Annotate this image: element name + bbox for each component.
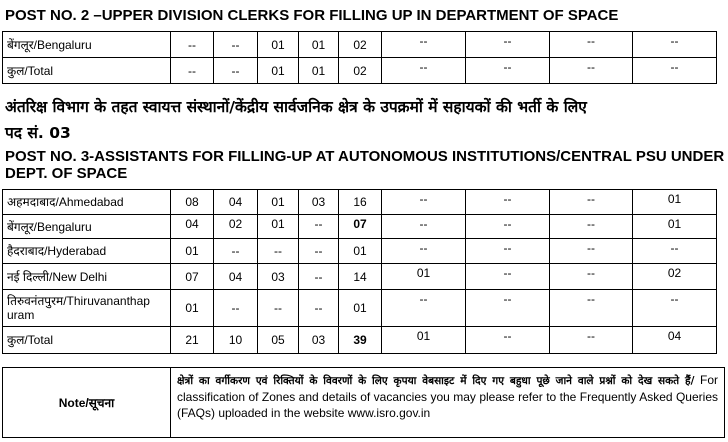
table-row	[3, 239, 717, 264]
table-cell: --	[299, 239, 339, 264]
table-cell: --	[466, 58, 550, 84]
table-cell: 01	[258, 215, 299, 239]
table-cell: --	[382, 239, 466, 264]
note-table	[2, 367, 725, 438]
table-cell: --	[382, 215, 466, 239]
table-cell: 16	[339, 190, 382, 215]
table-cell: 07	[171, 264, 214, 290]
table-cell: --	[550, 264, 633, 290]
table-cell: 05	[258, 327, 299, 354]
table-cell: 01	[258, 190, 299, 215]
table-cell: 01	[171, 239, 214, 264]
table-row	[3, 290, 717, 327]
table-cell: 04	[214, 190, 258, 215]
table-cell: --	[299, 215, 339, 239]
table-cell: --	[466, 327, 550, 354]
table-cell: --	[550, 190, 633, 215]
post3-title: POST NO. 3-ASSISTANTS FOR FILLING-UP AT AUTONOMOUS INSTITUTIONS/CENTRAL PSU UNDER	[5, 148, 725, 165]
table-row	[3, 215, 717, 239]
table-cell: 04	[214, 264, 258, 290]
table-cell: 01	[382, 327, 466, 354]
table-row	[3, 32, 717, 58]
table-cell: --	[258, 290, 299, 327]
table-row	[3, 190, 717, 215]
table-cell: --	[382, 190, 466, 215]
table-cell: --	[633, 239, 717, 264]
region-label: बेंगलूर/Bengaluru	[3, 32, 171, 58]
post3-hindi-post-number: पद सं. 03	[5, 124, 71, 142]
post2-table	[2, 31, 717, 84]
table-cell: --	[633, 32, 717, 58]
region-label: नई दिल्ली/New Delhi	[3, 264, 171, 290]
region-label: कुल/Total	[3, 327, 171, 354]
table-cell: --	[382, 290, 466, 327]
table-cell: 01	[258, 32, 299, 58]
table-cell: --	[299, 290, 339, 327]
region-label: अहमदाबाद/Ahmedabad	[3, 190, 171, 215]
note-hindi-text: क्षेत्रों का वर्गीकरण एवं रिक्तियों के विवरणों के लिए कृपया वेबसाइट में दिए गए बहुधा पूछे जाने वाले प्रश्नों को देख सकते हैं/	[177, 375, 695, 387]
table-cell: 02	[214, 215, 258, 239]
table-cell: 01	[339, 239, 382, 264]
table-cell: 10	[214, 327, 258, 354]
table-cell: --	[550, 290, 633, 327]
table-cell: --	[550, 215, 633, 239]
table-cell: --	[299, 264, 339, 290]
table-cell: 03	[299, 190, 339, 215]
table-cell: --	[550, 32, 633, 58]
table-cell: 39	[339, 327, 382, 354]
table-cell: 04	[633, 327, 717, 354]
table-cell: 03	[299, 327, 339, 354]
table-cell: --	[550, 239, 633, 264]
table-cell: --	[633, 58, 717, 84]
table-cell: 02	[339, 58, 382, 84]
table-cell: --	[633, 290, 717, 327]
table-row-total	[3, 327, 717, 354]
table-cell: 14	[339, 264, 382, 290]
table-cell: 04	[171, 215, 214, 239]
post2-title: POST NO. 2 –UPPER DIVISION CLERKS FOR FILLING UP IN DEPARTMENT OF SPACE	[5, 7, 619, 24]
table-cell: --	[214, 290, 258, 327]
table-cell: --	[214, 239, 258, 264]
table-cell: --	[466, 264, 550, 290]
table-row-total	[3, 58, 717, 84]
post3-title-continued: DEPT. OF SPACE	[5, 165, 128, 182]
note-text	[171, 368, 725, 438]
table-cell: --	[258, 239, 299, 264]
post3-hindi-title: अंतरिक्ष विभाग के तहत स्वायत्त संस्थानों/केंद्रीय सार्वजनिक क्षेत्र के उपक्रमों में सहायकों की भर्ती के लिए	[5, 98, 587, 116]
table-cell: --	[466, 215, 550, 239]
note-english-text: For classification of Zones and details of vacancies you may please refer to the Frequently Asked Queries (FAQs) uploaded in the website www.isro.gov.in	[177, 373, 718, 420]
table-cell: --	[550, 58, 633, 84]
table-cell: 02	[633, 264, 717, 290]
post3-table	[2, 189, 717, 354]
table-cell: --	[466, 190, 550, 215]
region-label: कुल/Total	[3, 58, 171, 84]
table-cell: 01	[633, 215, 717, 239]
table-cell: 03	[258, 264, 299, 290]
table-cell: 01	[258, 58, 299, 84]
table-cell: 01	[299, 58, 339, 84]
table-cell: 01	[299, 32, 339, 58]
table-cell: --	[171, 32, 214, 58]
table-cell: 01	[171, 290, 214, 327]
table-cell: --	[550, 327, 633, 354]
table-cell: 07	[339, 215, 382, 239]
table-cell: --	[466, 290, 550, 327]
table-cell: --	[214, 58, 258, 84]
table-cell: --	[214, 32, 258, 58]
note-row	[3, 368, 725, 438]
table-cell: 01	[382, 264, 466, 290]
table-cell: 02	[339, 32, 382, 58]
table-cell: 08	[171, 190, 214, 215]
region-label: बेंगलूर/Bengaluru	[3, 215, 171, 239]
table-cell: --	[171, 58, 214, 84]
region-label: तिरुवनंतपुरम/Thiruvananthap uram	[3, 290, 171, 327]
table-cell: 01	[633, 190, 717, 215]
note-label: Note/सूचना	[3, 368, 171, 438]
table-row	[3, 264, 717, 290]
table-cell: --	[466, 239, 550, 264]
table-cell: --	[382, 32, 466, 58]
region-label: हैदराबाद/Hyderabad	[3, 239, 171, 264]
table-cell: 21	[171, 327, 214, 354]
table-cell: --	[466, 32, 550, 58]
table-cell: 01	[339, 290, 382, 327]
table-cell: --	[382, 58, 466, 84]
